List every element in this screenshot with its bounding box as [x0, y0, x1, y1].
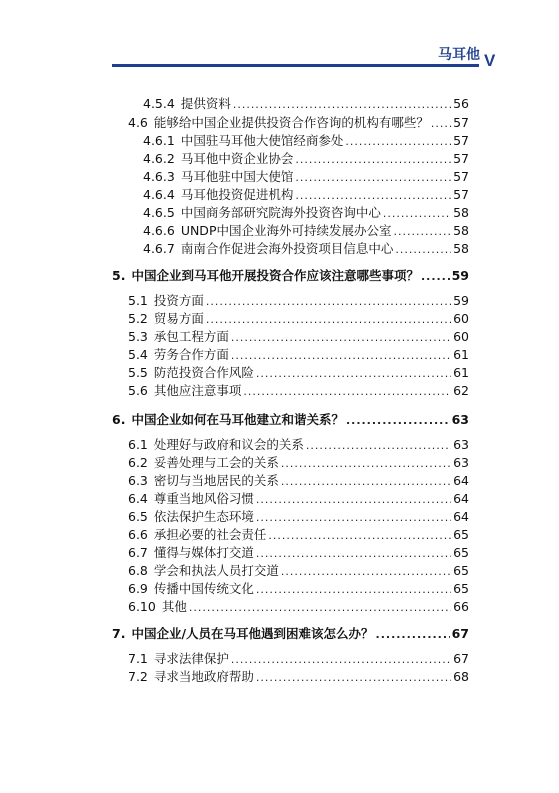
- header-rule: [112, 64, 479, 67]
- toc-entry[interactable]: [128, 526, 469, 544]
- toc-entry[interactable]: [128, 292, 469, 310]
- toc-entry-page: 57: [453, 133, 469, 148]
- toc-leader-dots: [206, 293, 451, 311]
- toc-entry-title: 南南合作促进会海外投资项目信息中心: [180, 241, 394, 256]
- toc-entry-number: 6.5: [128, 509, 148, 524]
- toc-leader-dots: [295, 151, 451, 169]
- toc-entry-title: 防范投资合作风险: [153, 365, 254, 380]
- toc-entry-title: 劳务合作方面: [153, 347, 229, 362]
- toc-entry[interactable]: [128, 310, 469, 328]
- toc-entry[interactable]: [128, 598, 469, 616]
- toc-entry-title: 能够给中国企业提供投资合作咨询的机构有哪些？: [153, 115, 429, 130]
- toc-leader-dots: [395, 241, 451, 259]
- toc-entry[interactable]: [143, 186, 469, 204]
- toc-leader-dots: [295, 187, 451, 205]
- toc-entry-number: 5.4: [128, 347, 148, 362]
- toc-leader-dots: [243, 383, 451, 401]
- toc-entry-title: 寻求当地政府帮助: [153, 669, 254, 684]
- toc-entry-page: 60: [453, 311, 469, 326]
- toc-entry-number: 6.9: [128, 581, 148, 596]
- toc-entry[interactable]: [128, 472, 469, 490]
- toc-entry[interactable]: [128, 436, 469, 454]
- toc-leader-dots: [281, 563, 451, 581]
- toc-entry[interactable]: [143, 150, 469, 168]
- toc-entry-number: 7.1: [128, 651, 148, 666]
- toc-entry-number: 4.6: [128, 115, 148, 130]
- toc-entry-title: 传播中国传统文化: [153, 581, 254, 596]
- toc-entry-number: 6.2: [128, 455, 148, 470]
- toc-entry[interactable]: [128, 114, 469, 132]
- toc-entry-number: 4.6.6: [143, 223, 175, 238]
- toc-entry[interactable]: [128, 668, 469, 686]
- toc-entry[interactable]: [143, 168, 469, 186]
- toc-entry-title: 其他应注意事项: [153, 383, 242, 398]
- toc-entry-number: 4.6.3: [143, 169, 175, 184]
- toc-chapter-entry[interactable]: [112, 625, 469, 643]
- toc-entry[interactable]: [128, 346, 469, 364]
- toc-entry-page: 66: [453, 599, 469, 614]
- toc-entry[interactable]: [128, 544, 469, 562]
- toc-entry-number: 6.10: [128, 599, 156, 614]
- toc-entry-page: 56: [453, 96, 469, 111]
- toc-leader-dots: [189, 599, 451, 617]
- toc-entry-title: 处理好与政府和议会的关系: [153, 437, 304, 452]
- toc-entry-page: 61: [453, 365, 469, 380]
- toc-leader-dots: [231, 347, 451, 365]
- toc-entry-number: 4.6.7: [143, 241, 175, 256]
- toc-entry-page: 67: [451, 626, 469, 641]
- toc-entry-page: 65: [453, 563, 469, 578]
- toc-entry-title: 中国企业如何在马耳他建立和谐关系？: [131, 412, 344, 427]
- toc-entry[interactable]: [128, 454, 469, 472]
- toc-entry-page: 63: [453, 437, 469, 452]
- toc-entry[interactable]: [128, 508, 469, 526]
- toc-entry[interactable]: [143, 204, 469, 222]
- toc-chapter-entry[interactable]: [112, 411, 469, 429]
- toc-leader-dots: [256, 365, 451, 383]
- toc-entry-title: 中国驻马耳他大使馆经商参处: [180, 133, 344, 148]
- toc-entry-page: 63: [451, 412, 469, 427]
- toc-leader-dots: [268, 527, 451, 545]
- toc-entry[interactable]: [128, 650, 469, 668]
- toc-entry-page: 68: [453, 669, 469, 684]
- toc-entry[interactable]: [143, 240, 469, 258]
- toc-entry-title: 马耳他驻中国大使馆: [180, 169, 294, 184]
- toc-entry-page: 59: [453, 293, 469, 308]
- toc-entry[interactable]: [128, 364, 469, 382]
- toc-leader-dots: [346, 412, 450, 430]
- toc-entry-number: 4.6.5: [143, 205, 175, 220]
- toc-entry-title: 其他: [161, 599, 187, 614]
- toc-entry-page: 65: [453, 581, 469, 596]
- toc-entry-number: 5.: [112, 268, 126, 283]
- toc-leader-dots: [206, 311, 451, 329]
- toc-entry-page: 57: [453, 151, 469, 166]
- toc-entry-title: 中国企业/人员在马耳他遇到困难该怎么办？: [131, 626, 374, 641]
- toc-entry-page: 64: [453, 491, 469, 506]
- toc-entry-number: 6.: [112, 412, 126, 427]
- toc-entry-title: 尊重当地风俗习惯: [153, 491, 254, 506]
- toc-entry[interactable]: [128, 562, 469, 580]
- toc-entry-number: 4.6.2: [143, 151, 175, 166]
- toc-entry[interactable]: [128, 382, 469, 400]
- toc-entry[interactable]: [143, 222, 469, 240]
- toc-leader-dots: [281, 473, 451, 491]
- toc-entry-page: 58: [453, 223, 469, 238]
- toc-entry[interactable]: [128, 580, 469, 598]
- toc-entry-title: 承担必要的社会责任: [153, 527, 267, 542]
- toc-entry-title: 提供资料: [180, 96, 231, 111]
- toc-entry-page: 62: [453, 383, 469, 398]
- toc-entry-number: 6.7: [128, 545, 148, 560]
- toc-entry-title: 密切与当地居民的关系: [153, 473, 279, 488]
- toc-entry-title: 中国企业到马耳他开展投资合作应该注意哪些事项？: [131, 268, 419, 283]
- toc-leader-dots: [295, 169, 451, 187]
- toc-entry-number: 5.5: [128, 365, 148, 380]
- toc-entry-title: 马耳他中资企业协会: [180, 151, 294, 166]
- toc-entry[interactable]: [128, 328, 469, 346]
- toc-leader-dots: [233, 96, 451, 114]
- toc-entry-title: 中国商务部研究院海外投资咨询中心: [180, 205, 381, 220]
- toc-leader-dots: [256, 669, 451, 687]
- toc-entry-title: UNDP中国企业海外可持续发展办公室: [180, 223, 392, 238]
- toc-leader-dots: [256, 491, 451, 509]
- toc-entry-title: 妥善处理与工会的关系: [153, 455, 279, 470]
- toc-entry-page: 63: [453, 455, 469, 470]
- toc-entry-page: 57: [453, 169, 469, 184]
- toc-entry-number: 6.8: [128, 563, 148, 578]
- toc-entry-page: 65: [453, 527, 469, 542]
- toc-entry-title: 马耳他投资促进机构: [180, 187, 294, 202]
- toc-entry-number: 5.3: [128, 329, 148, 344]
- toc-entry-number: 5.1: [128, 293, 148, 308]
- toc-entry-title: 寻求法律保护: [153, 651, 229, 666]
- toc-entry-page: 59: [451, 268, 469, 283]
- toc-entry-number: 6.4: [128, 491, 148, 506]
- toc-entry-title: 投资方面: [153, 293, 204, 308]
- toc-entry-page: 58: [453, 241, 469, 256]
- toc-chapter-entry[interactable]: [112, 267, 469, 285]
- toc-leader-dots: [231, 651, 451, 669]
- page-number-roman: V: [484, 51, 496, 70]
- toc-entry-page: 57: [453, 187, 469, 202]
- toc-entry-title: 承包工程方面: [153, 329, 229, 344]
- toc-entry-number: 6.1: [128, 437, 148, 452]
- toc-entry-title: 贸易方面: [153, 311, 204, 326]
- toc-entry-page: 60: [453, 329, 469, 344]
- toc-leader-dots: [421, 268, 450, 286]
- toc-entry-page: 64: [453, 509, 469, 524]
- toc-entry-number: 5.2: [128, 311, 148, 326]
- toc-leader-dots: [306, 437, 451, 455]
- header-title: 马耳他: [438, 47, 480, 63]
- toc-leader-dots: [256, 509, 451, 527]
- toc-entry-page: 65: [453, 545, 469, 560]
- toc-entry-number: 6.3: [128, 473, 148, 488]
- toc-entry-number: 4.6.4: [143, 187, 175, 202]
- toc-entry-title: 依法保护生态环境: [153, 509, 254, 524]
- toc-leader-dots: [281, 455, 451, 473]
- toc-entry-number: 5.6: [128, 383, 148, 398]
- toc-leader-dots: [256, 581, 451, 599]
- toc-entry-number: 7.: [112, 626, 126, 641]
- toc-leader-dots: [431, 115, 451, 133]
- toc-entry-number: 6.6: [128, 527, 148, 542]
- toc-leader-dots: [231, 329, 451, 347]
- toc-entry-title: 学会和执法人员打交道: [153, 563, 279, 578]
- toc-entry[interactable]: [143, 95, 469, 113]
- toc-leader-dots: [256, 545, 451, 563]
- toc-entry[interactable]: [143, 132, 469, 150]
- toc-entry-page: 64: [453, 473, 469, 488]
- toc-entry-page: 58: [453, 205, 469, 220]
- toc-entry-page: 57: [453, 115, 469, 130]
- toc-leader-dots: [376, 626, 450, 644]
- toc-entry-number: 4.5.4: [143, 96, 175, 111]
- toc-leader-dots: [383, 205, 451, 223]
- toc-leader-dots: [345, 133, 451, 151]
- toc-entry-page: 61: [453, 347, 469, 362]
- toc-entry-number: 4.6.1: [143, 133, 175, 148]
- toc-entry-title: 懂得与媒体打交道: [153, 545, 254, 560]
- toc-entry-page: 67: [453, 651, 469, 666]
- toc-leader-dots: [393, 223, 451, 241]
- toc-entry[interactable]: [128, 490, 469, 508]
- toc-entry-number: 7.2: [128, 669, 148, 684]
